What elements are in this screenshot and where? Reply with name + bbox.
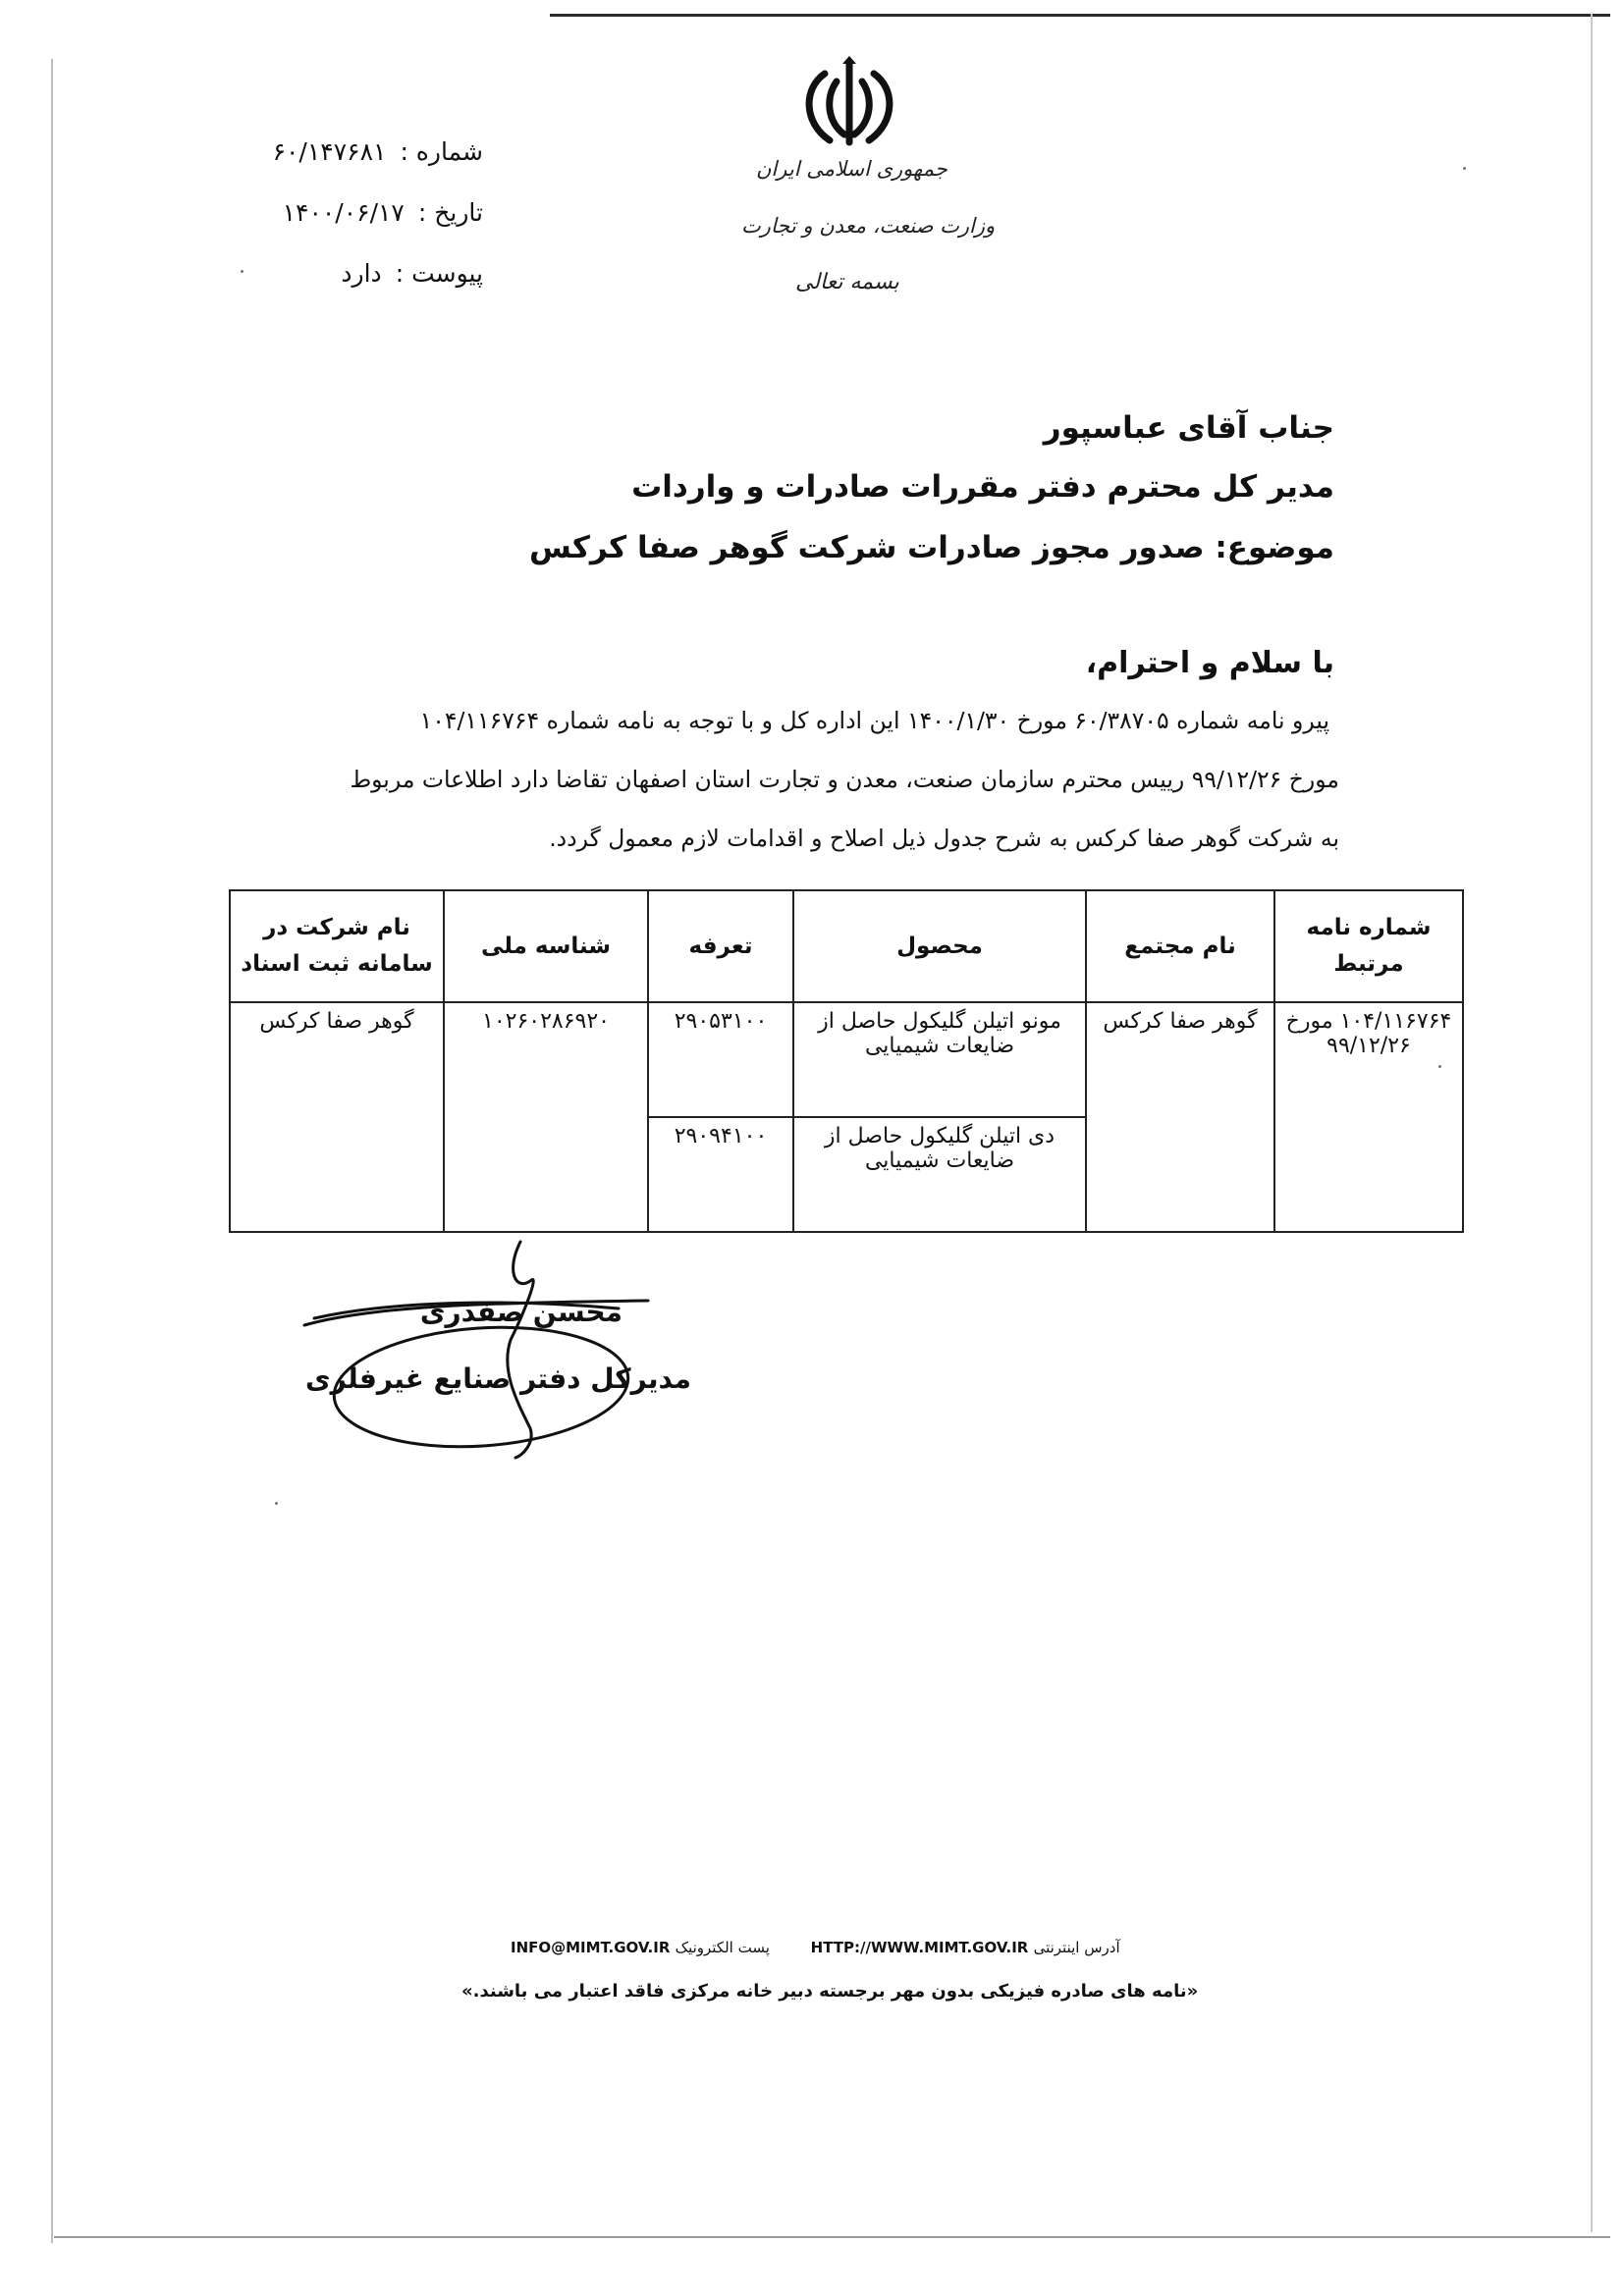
number-value: ۶۰/۱۴۷۶۸۱ — [272, 137, 387, 166]
greeting: با سلام و احترام، — [1085, 646, 1334, 680]
cell-product-2: دی اتیلن گلیکول حاصل از ضایعات شیمیایی — [793, 1117, 1086, 1232]
footer-note: «نامه های صادره فیزیکی بدون مهر برجسته دبیر خانه مرکزی فاقد اعتبار می باشند.» — [461, 1981, 1199, 2002]
cell-national-id: ۱۰۲۶۰۲۸۶۹۲۰ — [444, 1002, 648, 1232]
table-row — [230, 1002, 1463, 1117]
table-header-row — [230, 890, 1463, 1002]
email-label: پست الکترونیک — [675, 1939, 770, 1956]
signer-name: محسن صفدری — [419, 1296, 623, 1328]
website-label: آدرس اینترنتی — [1033, 1939, 1120, 1956]
scan-speck — [1438, 1065, 1441, 1068]
cell-tariff-2: ۲۹۰۹۴۱۰۰ — [648, 1117, 793, 1232]
email-value: INFO@MIMT.GOV.IR — [511, 1939, 671, 1956]
website-value: HTTP://WWW.MIMT.GOV.IR — [810, 1939, 1029, 1956]
recipient-name: جناب آقای عباسپور — [1043, 410, 1334, 446]
cell-letter-ref: ۱۰۴/۱۱۶۷۶۴ مورخ ۹۹/۱۲/۲۶ — [1274, 1002, 1463, 1232]
header-letter-ref: شماره نامه مرتبط — [1274, 890, 1463, 1002]
footer-contact — [511, 1939, 1120, 1956]
page-border-top — [550, 14, 1610, 17]
letter-attachment — [341, 259, 483, 288]
letter-number — [273, 137, 483, 166]
iran-emblem-icon — [795, 54, 903, 152]
body-line-1: پیرو نامه شماره ۶۰/۳۸۷۰۵ مورخ ۱۴۰۰/۱/۳۰ این اداره کل و با توجه به نامه شماره ۱۰۴/۱۱۶۷۶۴ — [419, 707, 1329, 734]
date-label: تاریخ : — [417, 198, 483, 227]
government-name: جمهوری اسلامی ایران — [756, 157, 947, 181]
signer-title: مدیرکل دفتر صنایع غیرفلزی — [305, 1362, 691, 1395]
scan-speck — [1463, 167, 1466, 170]
number-label: شماره : — [400, 137, 483, 166]
header-product: محصول — [793, 890, 1086, 1002]
attachment-value: دارد — [341, 259, 382, 288]
cell-product-1: مونو اتیلن گلیکول حاصل از ضایعات شیمیایی — [793, 1002, 1086, 1117]
letter-subject: موضوع: صدور مجوز صادرات شرکت گوهر صفا کرکس — [529, 530, 1334, 565]
header-tariff: تعرفه — [648, 890, 793, 1002]
body-line-2: مورخ ۹۹/۱۲/۲۶ رییس محترم سازمان صنعت، معدن و تجارت استان اصفهان تقاضا دارد اطلاعات مربوط — [350, 766, 1339, 793]
scan-speck — [241, 270, 244, 273]
scan-speck — [275, 1502, 278, 1505]
letter-date — [283, 198, 483, 227]
cell-company-name: گوهر صفا کرکس — [230, 1002, 444, 1232]
attachment-label: پیوست : — [395, 259, 483, 288]
header-company-name: نام شرکت در سامانه ثبت اسناد — [230, 890, 444, 1002]
invocation: بسمه تعالی — [795, 270, 899, 294]
cell-complex: گوهر صفا کرکس — [1086, 1002, 1274, 1232]
body-line-3: به شرکت گوهر صفا کرکس به شرح جدول ذیل اصلاح و اقدامات لازم معمول گردد. — [549, 825, 1339, 852]
export-info-table — [229, 889, 1464, 1233]
handwritten-signature — [295, 1232, 707, 1468]
header-complex: نام مجتمع — [1086, 890, 1274, 1002]
page-border-bottom — [54, 2236, 1610, 2238]
page-border-left — [51, 59, 53, 2243]
ministry-name: وزارت صنعت، معدن و تجارت — [741, 214, 996, 238]
page-border-right — [1591, 14, 1593, 2232]
date-value: ۱۴۰۰/۰۶/۱۷ — [282, 198, 405, 227]
header-national-id: شناسه ملی — [444, 890, 648, 1002]
recipient-title: مدیر کل محترم دفتر مقررات صادرات و واردات — [631, 469, 1334, 505]
cell-tariff-1: ۲۹۰۵۳۱۰۰ — [648, 1002, 793, 1117]
